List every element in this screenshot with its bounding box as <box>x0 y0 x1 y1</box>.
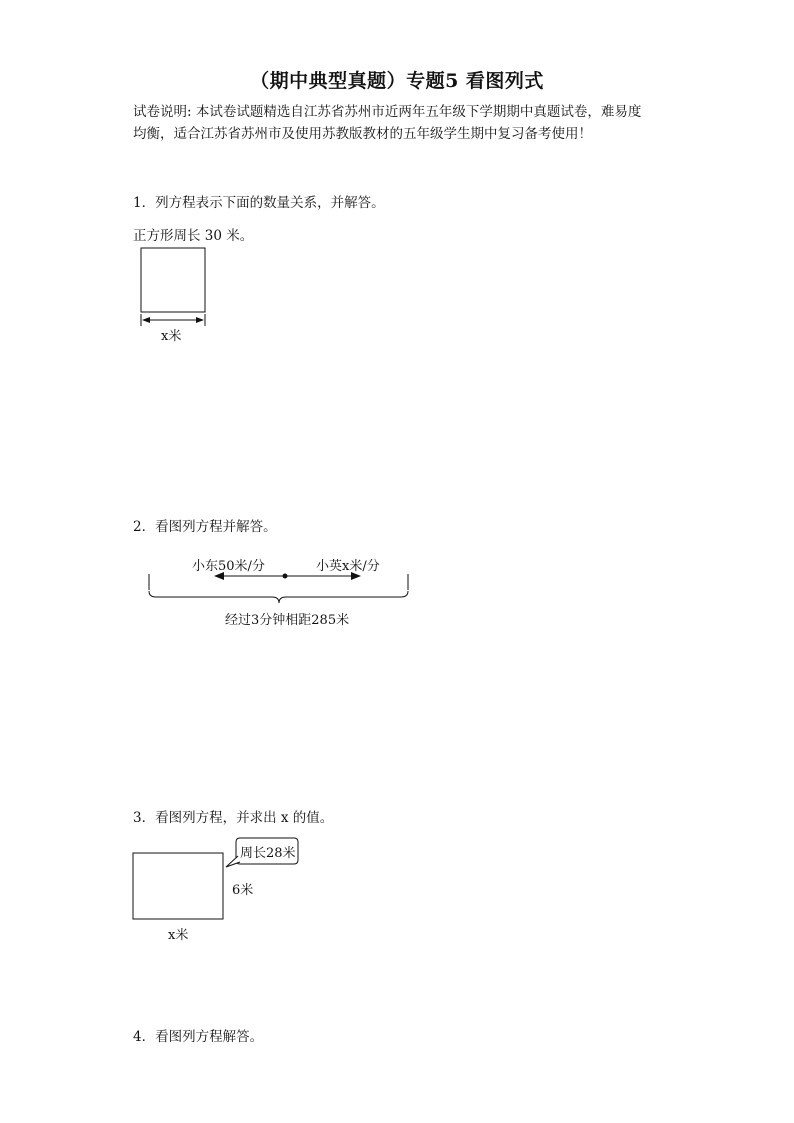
question-4-text: 看图列方程解答。 <box>155 1029 264 1045</box>
question-1-number: 1． <box>133 195 156 211</box>
question-2-number: 2． <box>133 519 156 535</box>
right-speed-label: 小英x米/分 <box>316 559 380 574</box>
rectangle-shape <box>133 853 223 919</box>
callout-pointer <box>226 856 240 867</box>
question-2-text: 看图列方程并解答。 <box>155 519 277 535</box>
question-4 <box>133 1025 263 1045</box>
question-3-text: 看图列方程，并求出 x 的值。 <box>155 810 334 826</box>
rectangle-width-label: x米 <box>168 928 189 943</box>
rectangle-height-label: 6米 <box>232 883 254 898</box>
question-3-number: 3． <box>133 810 156 826</box>
question-1-subtext: 正方形周长 30 米。 <box>133 228 254 244</box>
square-side-label: x米 <box>161 329 182 344</box>
intro-line-1: 试卷说明: 本试卷试题精选自江苏省苏州市近两年五年级下学期期中真题试卷，难易度 <box>133 104 642 120</box>
perimeter-callout-label: 周长28米 <box>240 846 296 861</box>
intro-line-2: 均衡，适合江苏省苏州市及使用苏教版教材的五年级学生期中复习备考使用！ <box>133 126 592 142</box>
page-title: （期中典型真题）专题5 看图列式 <box>250 70 544 92</box>
total-distance-label: 经过3分钟相距285米 <box>225 613 350 628</box>
question-4-number: 4． <box>133 1029 156 1045</box>
question-1-text: 列方程表示下面的数量关系，并解答。 <box>155 195 385 211</box>
left-speed-label: 小东50米/分 <box>192 559 265 574</box>
